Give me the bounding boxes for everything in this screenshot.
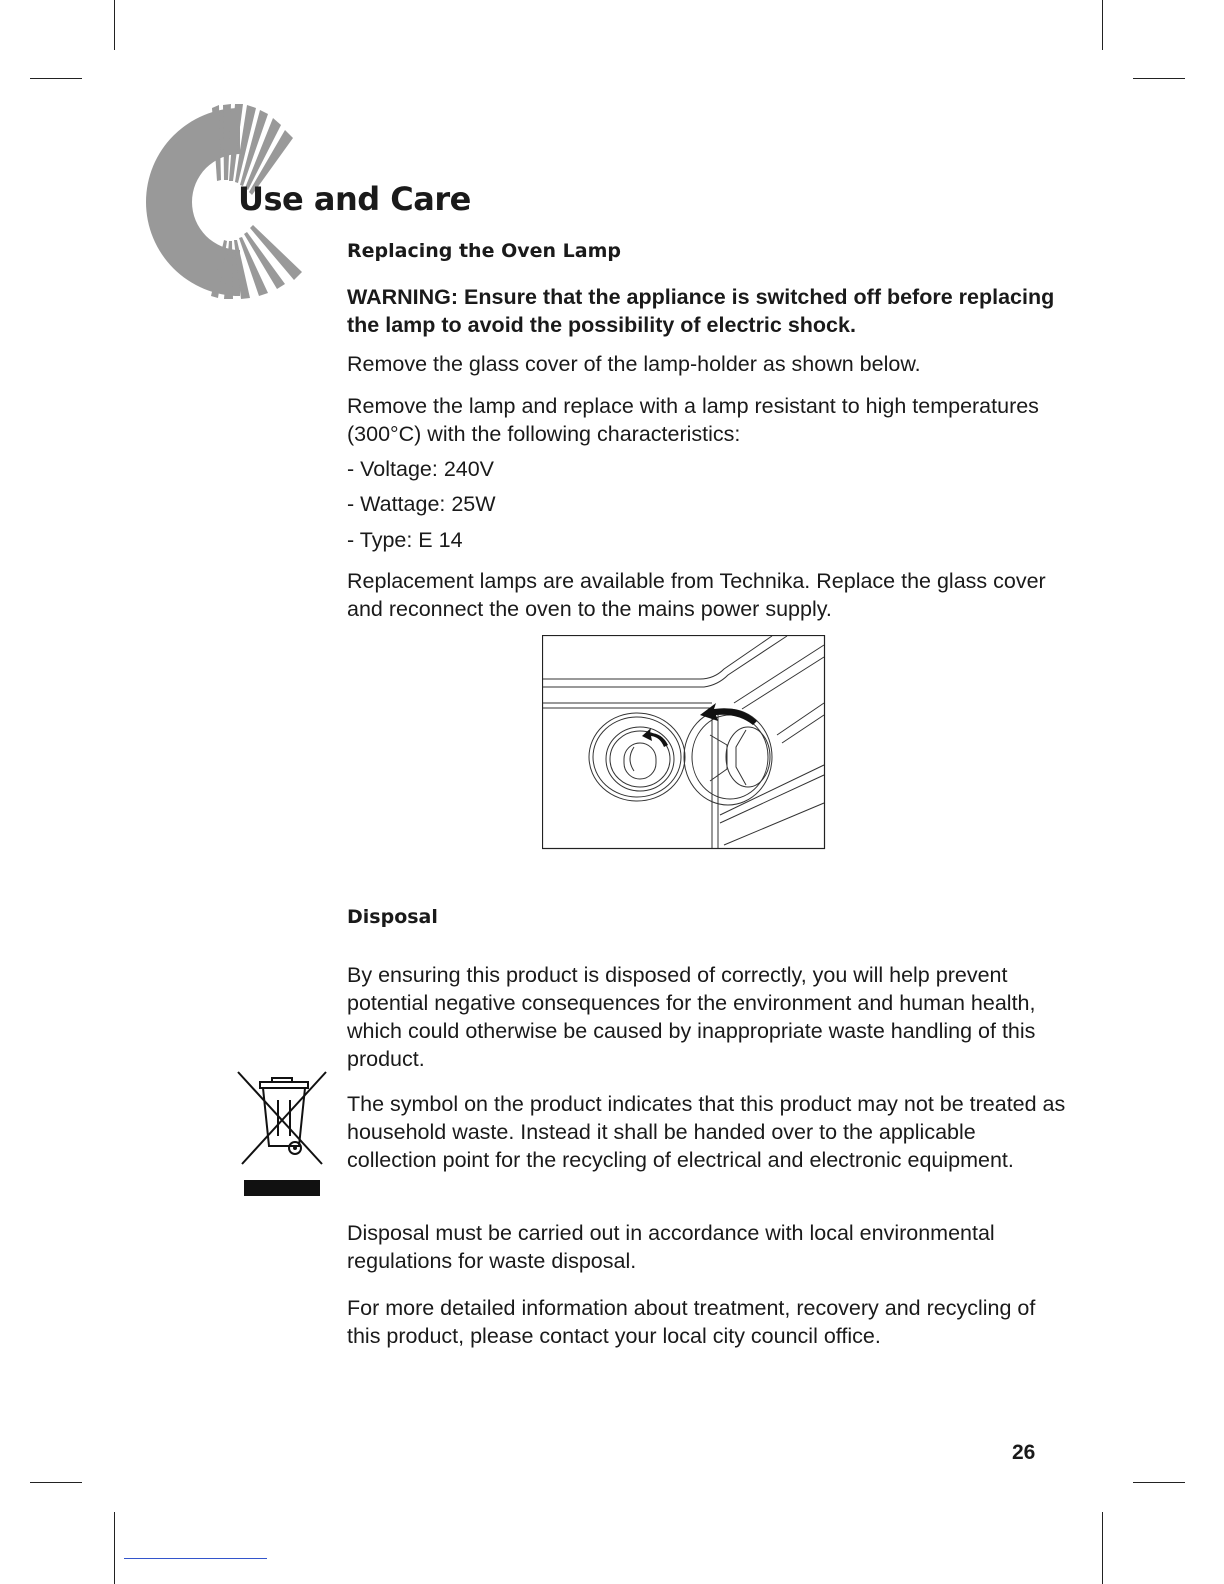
crop-mark <box>1102 0 1103 50</box>
crop-mark <box>30 78 82 79</box>
crossed-out-bin-icon <box>236 1070 328 1200</box>
crop-mark <box>114 1512 115 1584</box>
disposal-paragraph-4: For more detailed information about treatment, recovery and recycling of this product, please contact your local city council office. <box>347 1296 1036 1348</box>
disposal-paragraph-1: By ensuring this product is disposed of correctly, you will help prevent potential negative consequences for the environment and human health, which could otherwise be caused by inappropriate waste handling of this product. <box>347 963 1036 1071</box>
crop-mark <box>1102 1512 1103 1584</box>
disposal-section-heading: Disposal <box>347 906 438 928</box>
lamp-paragraph-3: Replacement lamps are available from Technika. Replace the glass cover and reconnect the oven to the mains power supply. <box>347 569 1046 621</box>
crop-mark <box>1133 78 1185 79</box>
page-number: 26 <box>1012 1441 1036 1464</box>
disposal-paragraph-2: The symbol on the product indicates that this product may not be treated as household waste. Instead it shall be handed over to the applicable collection point for the recycling of electrical and electronic equipment. <box>347 1092 1066 1172</box>
lamp-paragraph-1: Remove the glass cover of the lamp-holder as shown below. <box>347 352 921 376</box>
spec-wattage: - Wattage: 25W <box>347 492 496 516</box>
lamp-section-heading: Replacing the Oven Lamp <box>347 240 621 262</box>
crop-mark <box>30 1482 82 1483</box>
section-title: Use and Care <box>238 180 471 218</box>
spec-type: - Type: E 14 <box>347 528 463 552</box>
oven-lamp-diagram <box>542 635 826 851</box>
disposal-paragraph-3: Disposal must be carried out in accordance with local environmental regulations for waste disposal. <box>347 1221 995 1273</box>
footer-line <box>124 1558 267 1559</box>
crop-mark <box>1133 1482 1185 1483</box>
crop-mark <box>114 0 115 50</box>
warning-text: WARNING: Ensure that the appliance is switched off before replacing the lamp to avoid the possibility of electric shock. <box>347 285 1055 337</box>
spec-voltage: - Voltage: 240V <box>347 457 495 481</box>
lamp-paragraph-2: Remove the lamp and replace with a lamp resistant to high temperatures (300°C) with the following characteristics: <box>347 394 1039 446</box>
